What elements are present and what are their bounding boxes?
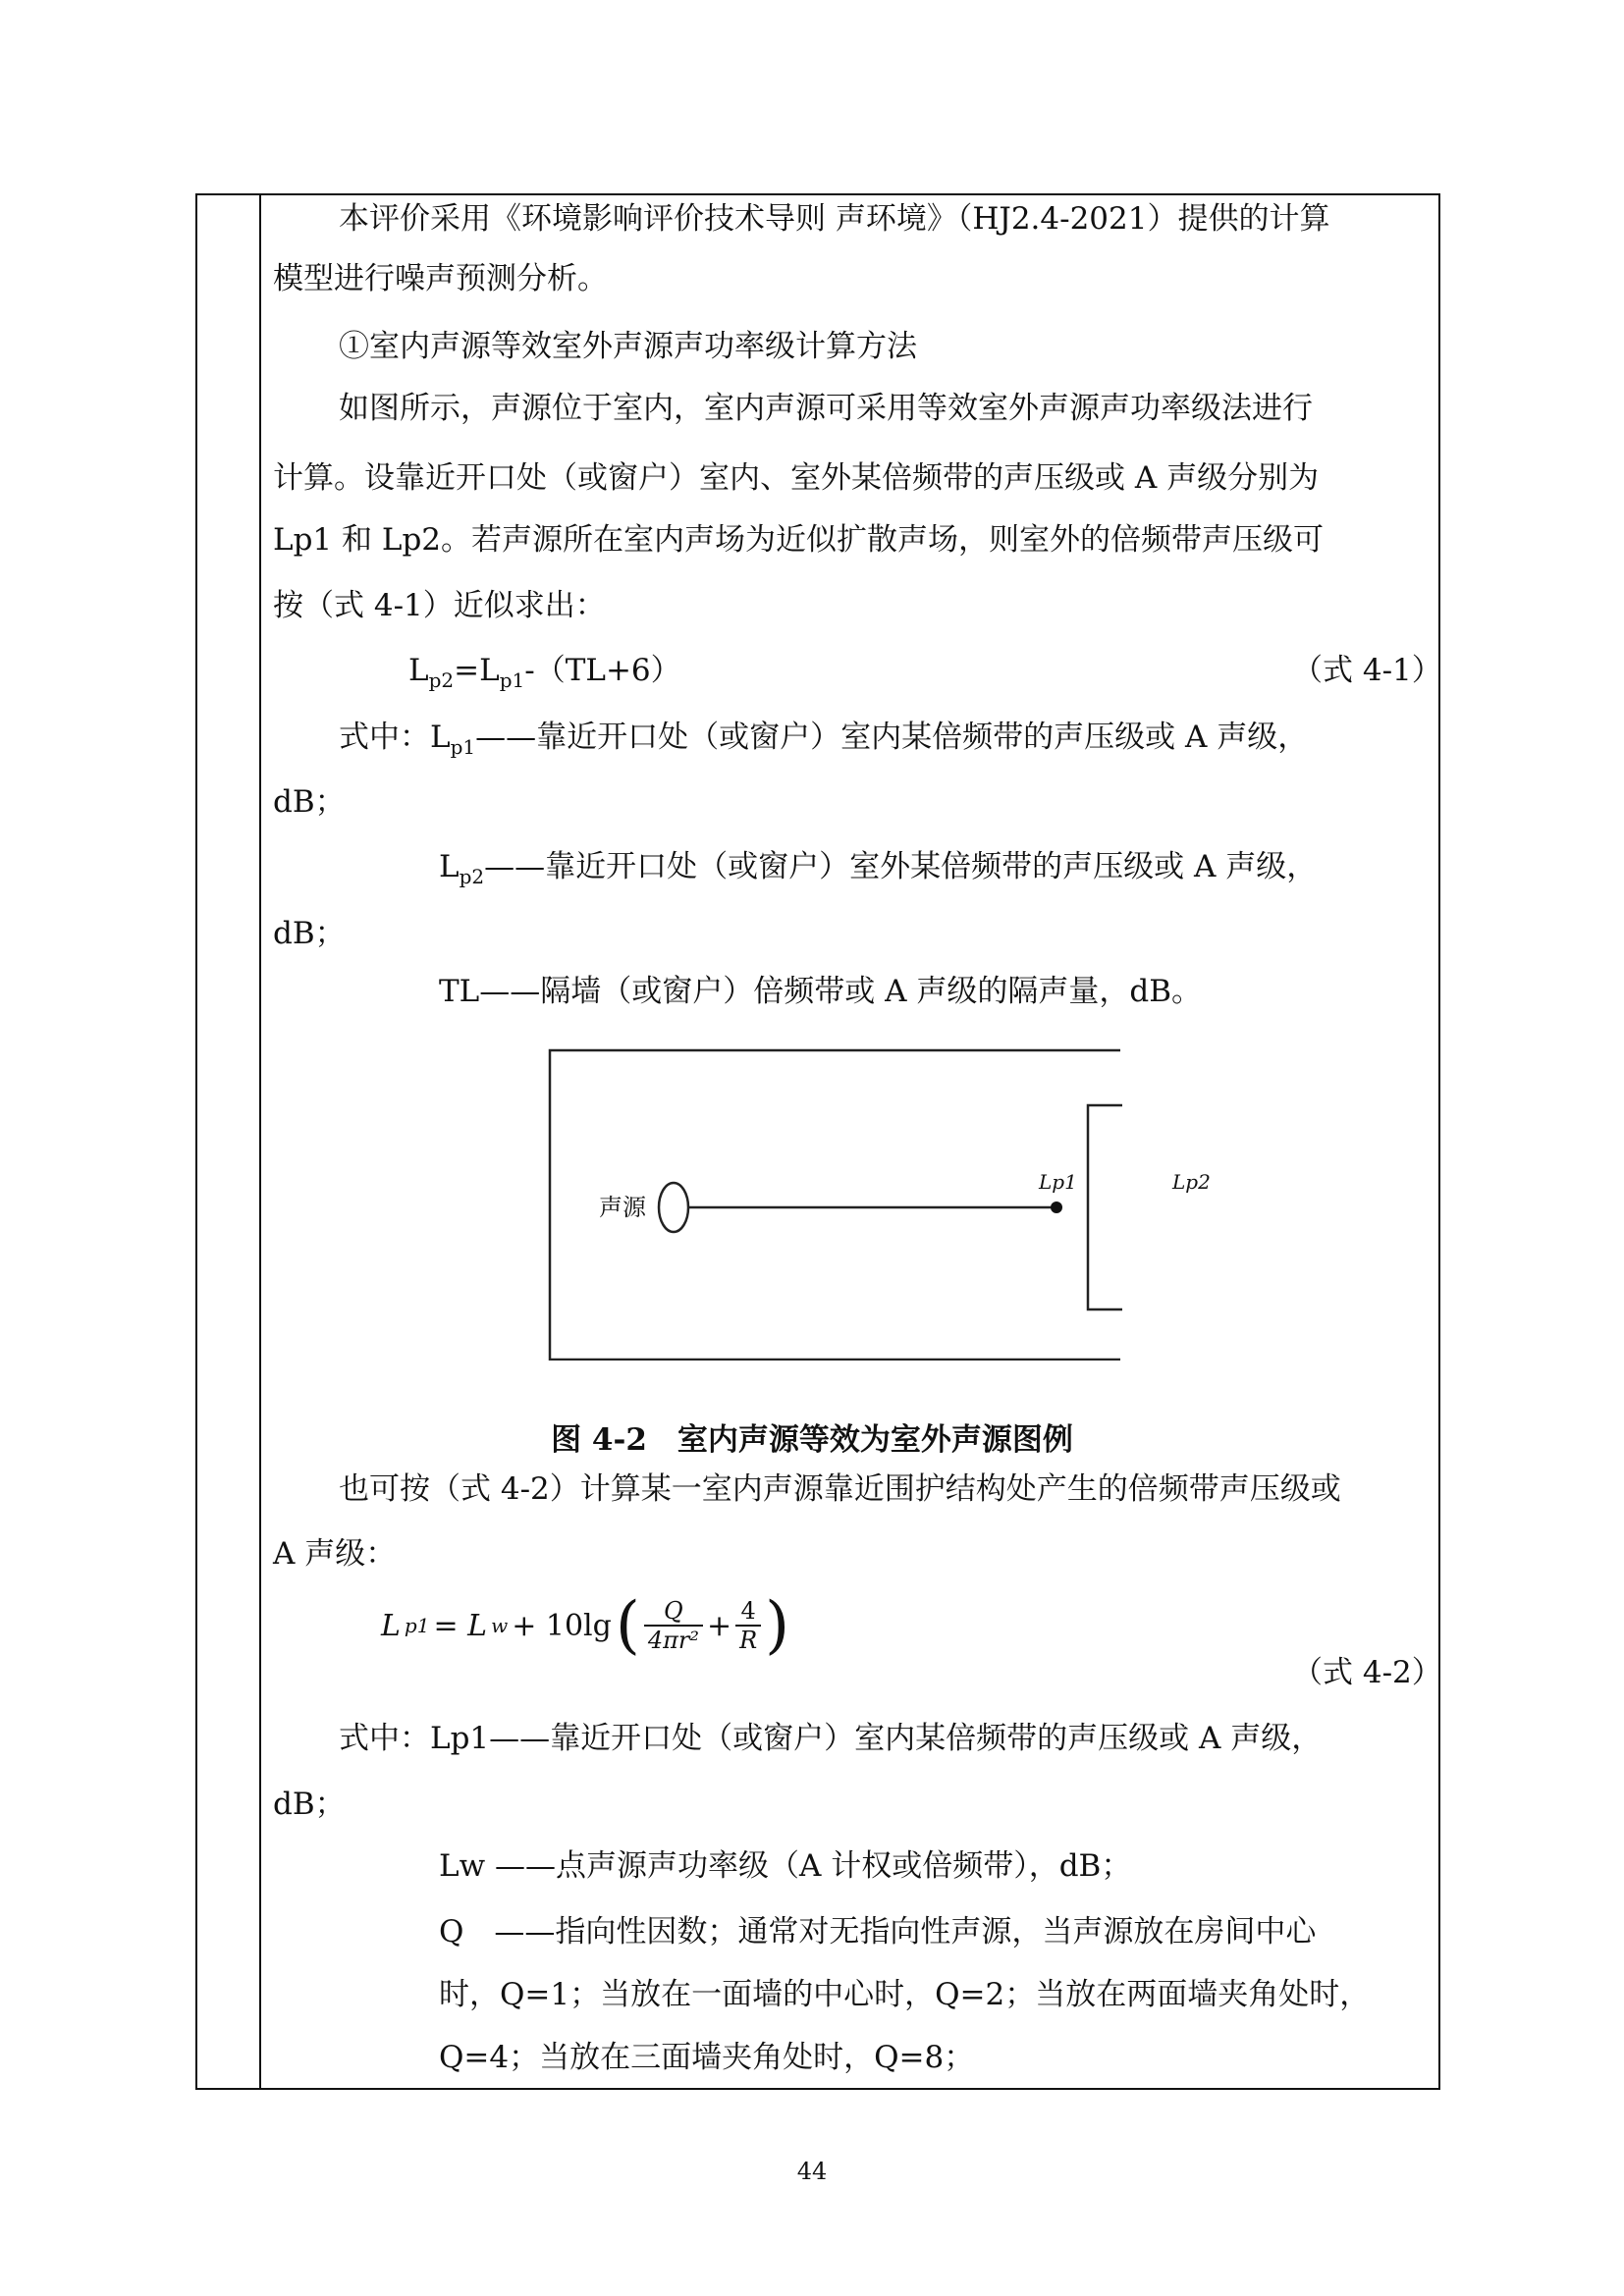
paragraph-2-line-4: 按（式 4-1）近似求出： (273, 588, 606, 623)
paragraph-2-line-2: 计算。设靠近开口处（或窗户）室内、室外某倍频带的声压级或 A 声级分别为 (273, 460, 1320, 496)
formula-4-2-label: （式 4-2） (1292, 1655, 1442, 1690)
paragraph-3-line-1: 也可按（式 4-2）计算某一室内声源靠近围护结构处产生的倍频带声压级或 (339, 1471, 1341, 1507)
definition-2-lp1: 式中：Lp1——靠近开口处（或窗户）室内某倍频带的声压级或 A 声级， (339, 1721, 1323, 1756)
sound-source-icon (659, 1183, 688, 1232)
wall-window (1088, 1105, 1122, 1309)
source-label: 声源 (599, 1194, 646, 1221)
definition-lw: Lw ——点声源声功率级（A 计权或倍频带），dB； (439, 1848, 1132, 1884)
paragraph-1-line-1: 本评价采用《环境影响评价技术导则 声环境》（HJ2.4-2021）提供的计算 (339, 201, 1330, 237)
definition-lp1: 式中：$L_{p1}——$靠近开口处（或窗户）室内某倍频带的声压级或 A 声级， (339, 720, 1309, 760)
definition-q-line-2: 时，Q=1；当放在一面墙的中心时，Q=2；当放在两面墙夹角处时， (439, 1977, 1371, 2012)
formula-4-1: $L_{p2}=L_{p1}-(TL+6)$ (408, 653, 681, 693)
definition-lp2-unit: dB； (273, 916, 346, 951)
paragraph-2-line-1: 如图所示，声源位于室内，室内声源可采用等效室外声源声功率级法进行 (339, 391, 1313, 426)
paragraph-3-line-2: A 声级： (273, 1536, 397, 1572)
column-divider (259, 195, 261, 2088)
definition-q-line-1: Q ——指向性因数；通常对无指向性声源，当声源放在房间中心 (439, 1914, 1317, 1949)
formula-4-1-label: （式 4-1） (1292, 653, 1442, 688)
definition-2-lp1-unit: dB； (273, 1787, 346, 1822)
paragraph-1-line-2: 模型进行噪声预测分析。 (273, 261, 608, 296)
formula-4-2: L p1 = L w + 10lg ( Q 4πr² + $\frac{4}{R}$ ) (381, 1589, 790, 1662)
definition-q-line-3: Q=4；当放在三面墙夹角处时，Q=8； (439, 2040, 975, 2075)
figure-caption: 图 4-2 室内声源等效为室外声源图例 (551, 1422, 1073, 1458)
lp2-label: Lp2 (1172, 1170, 1211, 1194)
lp1-label: Lp1 (1039, 1170, 1077, 1194)
definition-tl: TL——隔墙（或窗户）倍频带或 A 声级的隔声量，dB。 (439, 974, 1202, 1009)
lp1-point (1051, 1201, 1062, 1213)
paragraph-2-line-3: Lp1 和 Lp2。若声源所在室内声场为近似扩散声场，则室外的倍频带声压级可 (273, 522, 1325, 558)
wall-gap-top (1120, 1048, 1122, 1103)
definition-lp1-unit: dB； (273, 784, 346, 820)
section-heading: ①室内声源等效室外声源声功率级计算方法 (339, 329, 917, 364)
definition-lp2: $L_{p2}——$靠近开口处（或窗户）室外某倍频带的声压级或 A 声级， (439, 849, 1318, 889)
figure-indoor-source-diagram (548, 1048, 1211, 1361)
wall-gap-bottom (1120, 1311, 1122, 1361)
page-number: 44 (796, 2158, 828, 2185)
